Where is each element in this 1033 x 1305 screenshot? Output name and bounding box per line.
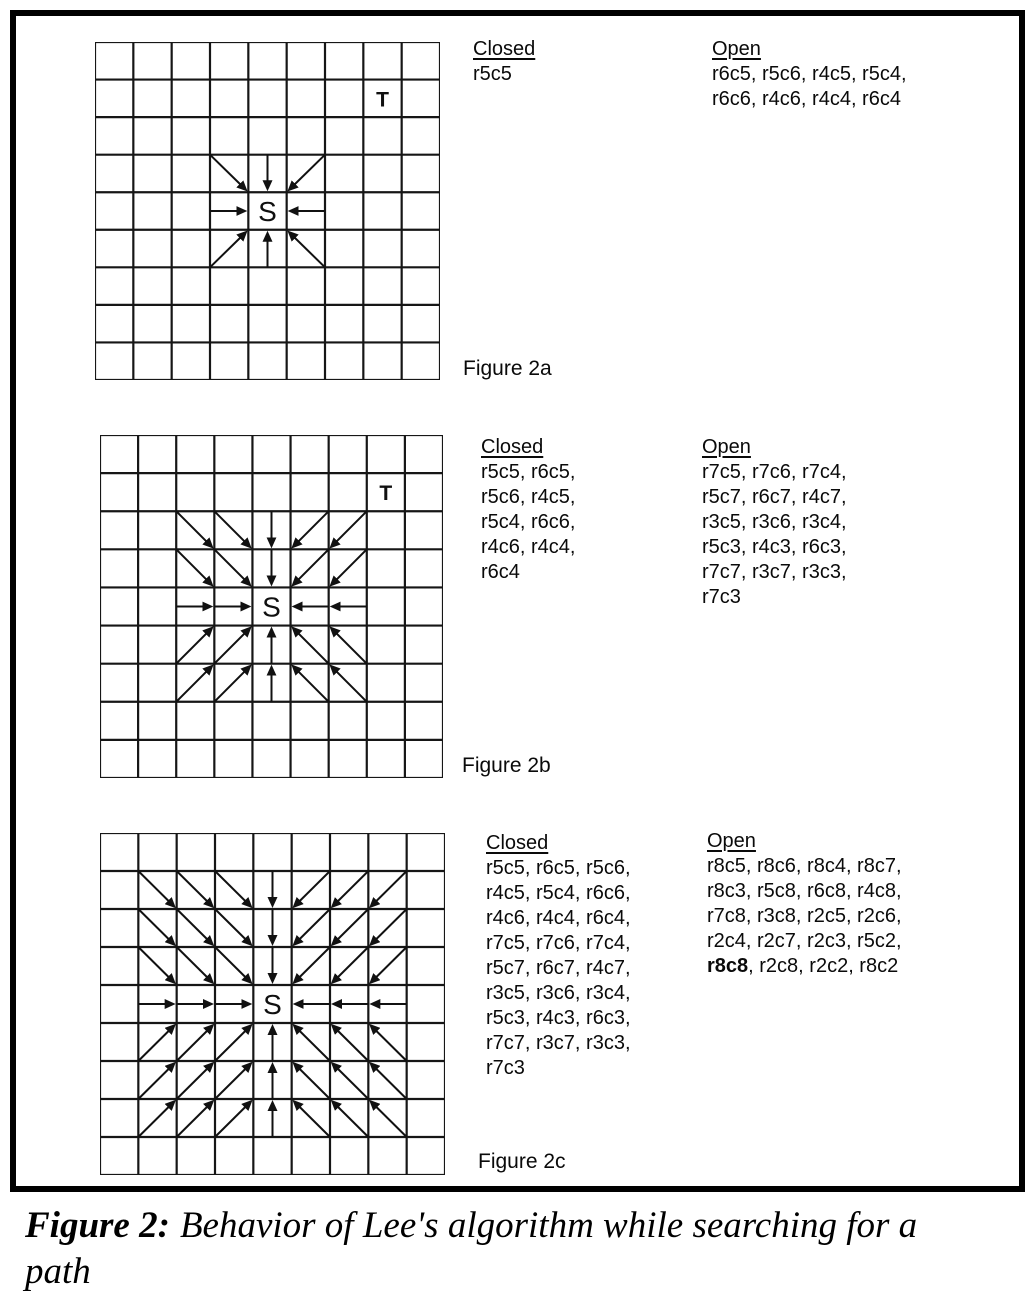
open-line-rest: , r2c8, r2c2, r8c2 bbox=[748, 955, 899, 977]
closed-line: r4c5, r5c4, r6c6, bbox=[486, 882, 631, 904]
open-line: r8c5, r8c6, r8c4, r8c7, bbox=[707, 855, 902, 877]
open-heading: Open bbox=[712, 38, 761, 60]
panel-caption-2a: Figure 2a bbox=[463, 357, 552, 380]
open-line: r7c7, r3c7, r3c3, bbox=[702, 561, 847, 583]
closed-line: r7c7, r3c7, r3c3, bbox=[486, 1032, 631, 1054]
figure-caption bbox=[25, 1203, 970, 1295]
open-heading: Open bbox=[707, 830, 756, 852]
open-line: r3c5, r3c6, r3c4, bbox=[702, 511, 847, 533]
closed-line: r5c5, r6c5, r5c6, bbox=[486, 857, 631, 879]
open-line bbox=[707, 954, 902, 979]
figure-caption-label: Figure 2: bbox=[25, 1205, 170, 1246]
open-line: r7c5, r7c6, r7c4, bbox=[702, 461, 847, 483]
open-line: r6c6, r4c6, r4c4, r6c4 bbox=[712, 88, 901, 110]
figure-caption-text: Behavior of Lee's algorithm while searching for a path bbox=[25, 1205, 918, 1292]
target-cell-label: T bbox=[376, 88, 389, 112]
open-line: r6c5, r5c6, r4c5, r5c4, bbox=[712, 63, 907, 85]
closed-list-2a bbox=[473, 36, 535, 87]
open-heading: Open bbox=[702, 436, 751, 458]
closed-line: r5c5, r6c5, bbox=[481, 461, 576, 483]
open-list-2a bbox=[712, 36, 907, 112]
closed-line: r4c6, r4c4, r6c4, bbox=[486, 907, 631, 929]
closed-heading: Closed bbox=[481, 436, 544, 458]
closed-line: r7c3 bbox=[486, 1057, 525, 1079]
closed-line: r5c3, r4c3, r6c3, bbox=[486, 1007, 631, 1029]
closed-list-2b bbox=[481, 434, 575, 585]
panel-caption-2b: Figure 2b bbox=[462, 754, 551, 777]
closed-line: r5c7, r6c7, r4c7, bbox=[486, 957, 631, 979]
open-line: r5c3, r4c3, r6c3, bbox=[702, 536, 847, 558]
grid-diagram-2c bbox=[100, 833, 445, 1175]
closed-list-2c bbox=[486, 830, 631, 1081]
closed-line: r3c5, r3c6, r3c4, bbox=[486, 982, 631, 1004]
closed-heading: Closed bbox=[486, 832, 549, 854]
open-line: r5c7, r6c7, r4c7, bbox=[702, 486, 847, 508]
open-list-2b bbox=[702, 434, 847, 610]
panel-caption-2c: Figure 2c bbox=[478, 1150, 566, 1173]
open-list-2c bbox=[707, 828, 902, 979]
closed-line: r5c5 bbox=[473, 63, 512, 85]
open-line: r7c3 bbox=[702, 586, 741, 608]
open-bold-cell: r8c8 bbox=[707, 955, 749, 977]
source-cell-label: S bbox=[258, 196, 277, 227]
source-cell-label: S bbox=[262, 591, 281, 623]
closed-line: r7c5, r7c6, r7c4, bbox=[486, 932, 631, 954]
target-cell-label: T bbox=[379, 482, 393, 506]
grid-diagram-2a bbox=[95, 42, 440, 380]
closed-line: r5c4, r6c6, bbox=[481, 511, 576, 533]
closed-line: r5c6, r4c5, bbox=[481, 486, 576, 508]
closed-line: r4c6, r4c4, bbox=[481, 536, 576, 558]
closed-line: r6c4 bbox=[481, 561, 520, 583]
open-line: r8c3, r5c8, r6c8, r4c8, bbox=[707, 880, 902, 902]
source-cell-label: S bbox=[263, 989, 282, 1020]
open-line: r7c8, r3c8, r2c5, r2c6, bbox=[707, 905, 902, 927]
open-line: r2c4, r2c7, r2c3, r5c2, bbox=[707, 930, 902, 952]
closed-heading: Closed bbox=[473, 38, 536, 60]
grid-diagram-2b bbox=[100, 435, 443, 778]
